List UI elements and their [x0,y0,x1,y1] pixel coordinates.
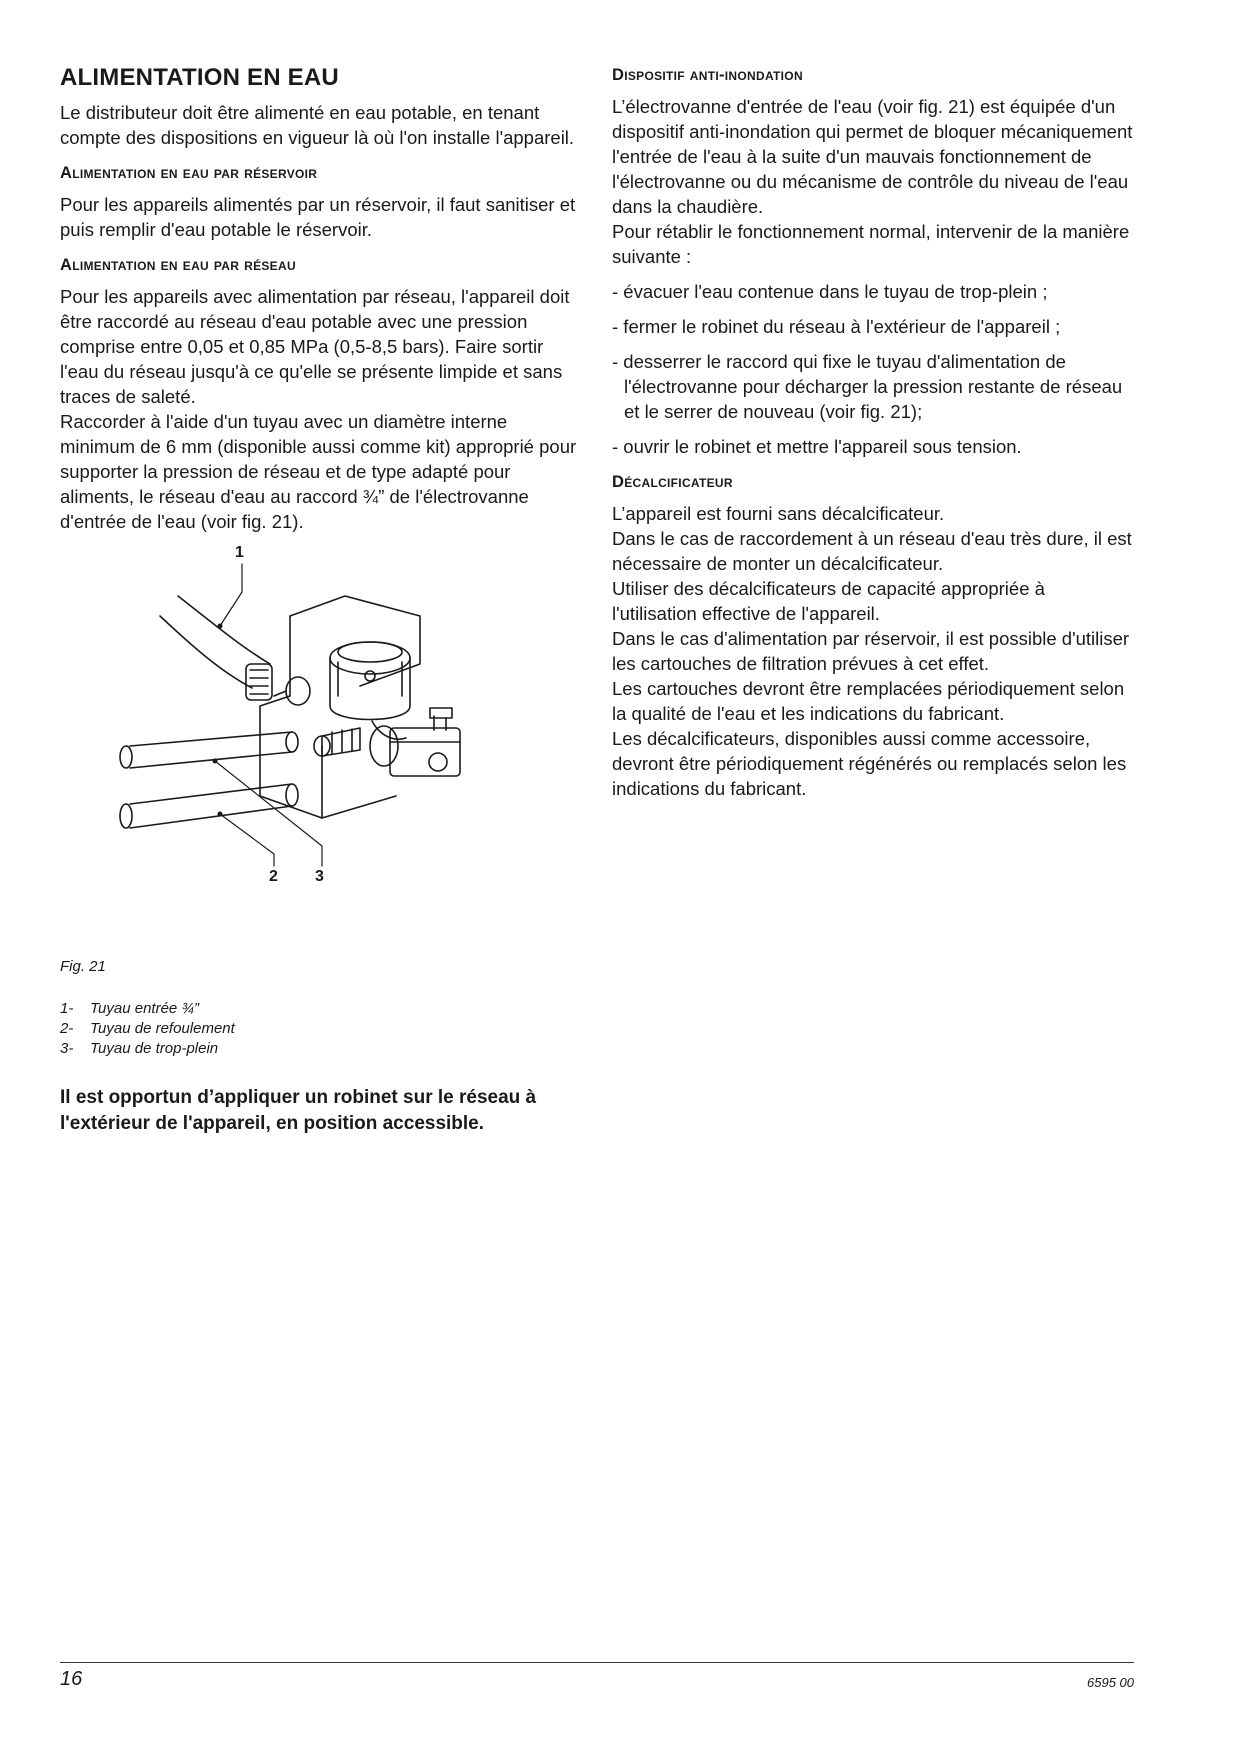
softener-line: Utiliser des décalcificateurs de capacité appropriée à l'utilisation effective de l'appareil. [612,578,1045,624]
callout-1: 1 [235,544,244,561]
network-paragraph-2: Raccorder à l'aide d'un tuyau avec un diamètre interne minimum de 6 mm (disponible aussi comme kit) approprié pour supporter la pression de réseau et de type adapté pour aliments, le réseau d'eau au raccord ¾” de l'électrovanne d'entrée de l'eau (voir fig. 21). [60,411,577,532]
right-column [612,64,1134,801]
section-title: ALIMENTATION EN EAU [60,64,339,91]
callout-2: 2 [269,868,278,885]
intro-paragraph: Le distributeur doit être alimenté en eau potable, en tenant compte des dispositions en vigueur là où l'on installe l'appareil. [60,102,575,148]
softener-line: Dans le cas d'alimentation par réservoir, il est possible d'utiliser les cartouches de filtration prévues à cet effet. [612,628,1130,674]
footer-divider [60,1662,1134,1663]
heading-softener: Décalcificateur [612,473,733,491]
water-valve-illustration [60,546,500,946]
figure-caption: Fig. 21 [60,958,106,975]
procedure-step: - ouvrir le robinet et mettre l'appareil sous tension. [612,436,1022,457]
procedure-step: - fermer le robinet du réseau à l'extérieur de l'appareil ; [612,316,1061,337]
safety-note: Il est opportun d’appliquer un robinet sur le réseau à l'extérieur de l'appareil, en position accessible. [60,1087,537,1134]
figure-21 [60,546,500,1016]
reservoir-paragraph: Pour les appareils alimentés par un réservoir, il faut sanitiser et puis remplir d'eau potable le réservoir. [60,194,576,240]
softener-line: Les décalcificateurs, disponibles aussi comme accessoire, devront être périodiquement régénérés ou remplacés selon les indications du fabricant. [612,728,1127,799]
callout-3: 3 [315,868,324,885]
legend-item: 3- Tuyau de trop-plein [60,1040,219,1057]
procedure-step: - desserrer le raccord qui fixe le tuyau d'alimentation de l'électrovanne pour décharger la pression restante de réseau et le serrer de nouveau (voir fig. 21); [612,351,1123,422]
network-paragraph-1: Pour les appareils avec alimentation par réseau, l'appareil doit être raccordé au réseau d'eau potable avec une pression comprise entre 0,05 et 0,85 MPa (0,5-8,5 bars). Faire sortir l'eau du réseau jusqu'à ce qu'elle se présente limpide et sans traces de saleté. [60,286,570,407]
page-number: 16 [60,1668,83,1690]
softener-line: Dans le cas de raccordement à un réseau d'eau très dure, il est nécessaire de monter un décalcificateur. [612,528,1132,574]
procedure-step: - évacuer l'eau contenue dans le tuyau de trop-plein ; [612,281,1048,302]
softener-line: Les cartouches devront être remplacées périodiquement selon la qualité de l'eau et les indications du fabricant. [612,678,1125,724]
anti-flood-paragraph-1: L’électrovanne d'entrée de l'eau (voir fig. 21) est équipée d'un dispositif anti-inondation qui permet de bloquer mécaniquement l'entrée de l'eau à la suite d'un mauvais fonctionnement de l'électrovanne ou du mécanisme de contrôle du niveau de l'eau dans la chaudière. [612,96,1133,217]
anti-flood-paragraph-2: Pour rétablir le fonctionnement normal, intervenir de la manière suivante : [612,221,1130,267]
legend-item: 2- Tuyau de refoulement [60,1020,235,1037]
heading-reservoir: Alimentation en eau par réservoir [60,164,318,182]
softener-line: L’appareil est fourni sans décalcificateur. [612,503,945,524]
legend-item: 1- Tuyau entrée ¾” [60,1000,199,1017]
document-code: 6595 00 [1087,1675,1134,1690]
heading-network: Alimentation en eau par réseau [60,256,296,274]
left-column [60,64,580,1137]
heading-anti-flood: Dispositif anti-inondation [612,66,803,84]
